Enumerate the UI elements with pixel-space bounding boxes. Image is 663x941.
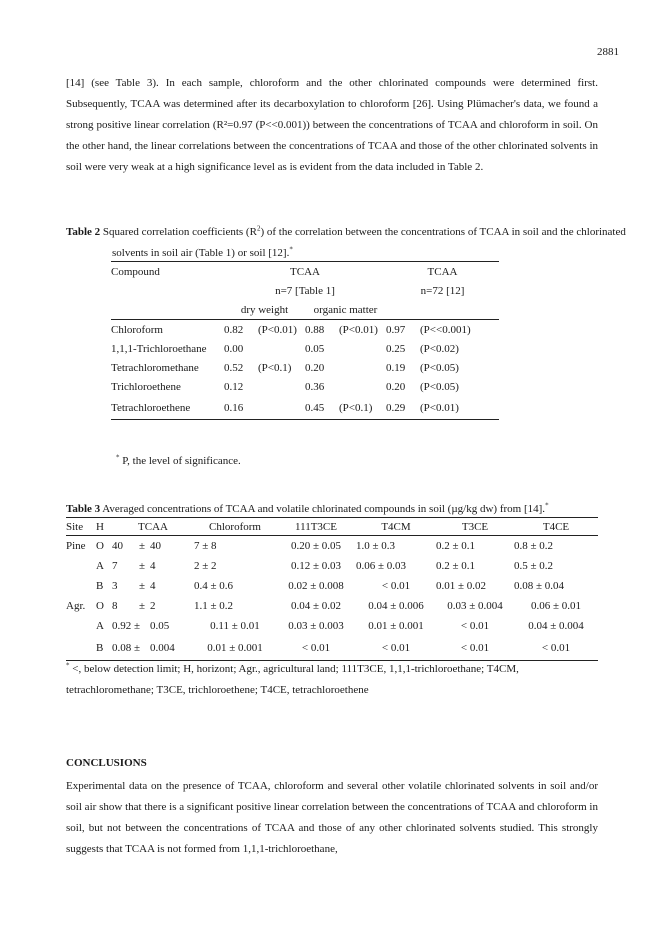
table3-111t3ce: < 0.01 — [276, 636, 356, 661]
table3-t4ce: 0.06 ± 0.01 — [530, 600, 582, 612]
table3-tcaa-value: 7 — [112, 560, 118, 572]
table2-row — [111, 396, 499, 420]
table3-t3ce: 0.2 ± 0.1 — [436, 540, 476, 552]
table3-tcaa-error: 0.004 — [150, 636, 194, 661]
table3-site — [66, 636, 96, 661]
table2-dw: 0.12 — [224, 380, 244, 393]
table3-chloroform: 1.1 ± 0.2 — [194, 600, 234, 612]
table2-dw-p — [258, 396, 305, 420]
table3-row — [66, 556, 598, 576]
table3-horizon: A — [96, 620, 104, 632]
table3-tcaa-pm: ± — [138, 540, 146, 552]
table2-sub-organic: organic matter — [313, 303, 378, 316]
table3-head-t4ce: T4CE — [514, 518, 598, 536]
table3-tcaa-value: 40 — [112, 540, 123, 552]
table3-horizon: O — [96, 540, 104, 552]
table2-compound: Chloroform — [111, 320, 224, 340]
table2-row — [111, 358, 499, 377]
table-2 — [111, 261, 499, 420]
table2-compound: 1,1,1-Trichloroethane — [111, 342, 207, 355]
table3-row — [66, 596, 598, 616]
table2-om-p: (P<0.01) — [339, 320, 386, 340]
table2-s: 0.20 — [386, 380, 406, 393]
page-number: 2881 — [597, 46, 619, 58]
table2-om: 0.36 — [305, 380, 325, 393]
table2-caption-mark: * — [289, 245, 293, 254]
table3-t4ce: 0.5 ± 0.2 — [514, 560, 554, 572]
conclusions-paragraph: Experimental data on the presence of TCAA, chloroform and several other volatile chlorinated solvents in soil and/or soil air show that there is a significant positive linear correlation between the concentrations of TCAA and chloroform in soil, but not between the concentrations of TCAA and those of any other chlorinated solvents studied. This strongly suggests that TCAA is not formed from 1,1,1-trichloroethane, — [66, 780, 598, 855]
table3-tcaa-pm: ± — [138, 560, 146, 572]
table-3 — [66, 517, 598, 661]
table3-site: Agr. — [66, 600, 86, 612]
table2-label: Table 2 — [66, 226, 101, 238]
table3-t4cm: 0.04 ± 0.006 — [368, 600, 424, 612]
table3-tcaa-pm: ± — [138, 600, 146, 612]
table3-t4cm: 0.06 ± 0.03 — [356, 560, 407, 572]
table2-head-compound: Compound — [111, 262, 224, 282]
table3-tcaa-value: 0.92 ± — [112, 620, 141, 632]
table3-111t3ce: 0.20 ± 0.05 — [290, 540, 342, 552]
table3-footnote — [66, 659, 598, 701]
table3-tcaa-value: 8 — [112, 600, 118, 612]
table3-footnote-mark: * — [66, 661, 70, 670]
table3-tcaa-error: 4 — [150, 580, 156, 592]
table3-tcaa-error: 2 — [150, 600, 156, 612]
table3-tcaa-value: 0.08 ± — [112, 636, 150, 661]
table2-s-p: (P<<0.001) — [420, 320, 499, 340]
table2-dw: 0.16 — [224, 396, 258, 420]
table3-tcaa-value: 3 — [112, 580, 118, 592]
table2-subheader-row — [111, 300, 499, 320]
table2-s-p: (P<0.05) — [420, 380, 459, 393]
table3-chloroform: 0.01 ± 0.001 — [194, 636, 276, 661]
table3-site — [66, 576, 96, 596]
table2-s: 0.97 — [386, 320, 420, 340]
intro-paragraph: [14] (see Table 3). In each sample, chloroform and the other chlorinated compounds were determined first. Subsequently, TCAA was determined after its decarboxylation to chloroform [26]. Using Plümacher's data, we found a strong positive linear correlation (R²=0.97 (P<<0.001)) between the concentrations of TCAA and chloroform in soil. On the other hand, the linear correlations between the concentrations of TCAA and those of the other chlorinated solvents in soil were very weak at a high significance level as is evident from the data included in Table 2. — [66, 77, 598, 173]
table3-t4cm: < 0.01 — [356, 636, 436, 661]
table2-head-tcaa-1: TCAA — [224, 262, 386, 282]
table3-t3ce: < 0.01 — [460, 620, 490, 632]
table3-t4ce: 0.08 ± 0.04 — [514, 580, 565, 592]
table3-horizon: O — [96, 600, 104, 612]
table3-head-111t3ce: 111T3CE — [276, 518, 356, 536]
table3-chloroform: 0.4 ± 0.6 — [194, 580, 234, 592]
table2-row — [111, 377, 499, 396]
conclusions-heading: CONCLUSIONS — [66, 757, 147, 769]
table2-s-p: (P<0.01) — [420, 396, 499, 420]
table3-horizon: A — [96, 560, 104, 572]
table2-head-tcaa-2: TCAA — [386, 262, 499, 282]
table2-dw-p — [258, 377, 305, 396]
table3-caption-text: Averaged concentrations of TCAA and volatile chlorinated compounds in soil (µg/kg dw) from [14]. — [100, 503, 546, 515]
table2-dw: 0.52 — [224, 361, 244, 374]
table2-header-row — [111, 262, 499, 282]
table2-caption-text-end: ) of the correlation between the concentrations of TCAA in soil and the chlorinated solvents in soil air (Table 1) or soil [12]. — [112, 226, 626, 259]
table2-s: 0.29 — [386, 396, 420, 420]
table2-dw-p — [258, 339, 305, 358]
table3-site — [66, 616, 96, 636]
table2-caption-text: Squared correlation coefficients (R — [100, 226, 257, 238]
table2-om: 0.45 — [305, 396, 339, 420]
table3-tcaa-error: 4 — [150, 560, 156, 572]
table3-t4ce: 0.8 ± 0.2 — [514, 540, 554, 552]
table3-111t3ce: 0.02 ± 0.008 — [288, 580, 344, 592]
table3-horizon: B — [96, 636, 112, 661]
table2-dw: 0.82 — [224, 320, 258, 340]
table2-dw-p: (P<0.1) — [258, 361, 292, 374]
table3-111t3ce: 0.12 ± 0.03 — [290, 560, 342, 572]
table2-head-n-1: n=7 [Table 1] — [275, 284, 335, 297]
table2-s-p: (P<0.02) — [420, 342, 459, 355]
table2-s: 0.19 — [386, 361, 406, 374]
table3-footnote-text: <, below detection limit; H, horizont; Agr., agricultural land; 111T3CE, 1,1,1-trichloroethane; T4CM, tetrachloromethane; T3CE, trichloroethene; T4CE, tetrachloroethene — [66, 663, 519, 696]
table3-t3ce: 0.03 ± 0.004 — [447, 600, 503, 612]
table3-label: Table 3 — [66, 503, 101, 515]
table2-caption-sup: 2 — [256, 224, 261, 233]
table2-compound: Trichloroethene — [111, 380, 181, 393]
table3-chloroform: 2 ± 2 — [194, 560, 217, 572]
table2-n-row — [111, 281, 499, 300]
table3-tcaa-error: 0.05 — [150, 620, 170, 632]
table3-t4ce: 0.04 ± 0.004 — [528, 620, 584, 632]
table2-om-p — [339, 339, 386, 358]
table3-row — [66, 536, 598, 557]
table3-tcaa-pm: ± — [138, 580, 146, 592]
table3-t3ce: < 0.01 — [436, 636, 514, 661]
table3-site: Pine — [66, 540, 86, 552]
table2-footnote-text: P, the level of significance. — [119, 455, 241, 467]
table2-compound: Tetrachloroethene — [111, 396, 224, 420]
table3-caption-mark: * — [545, 501, 549, 510]
table3-row — [66, 636, 598, 661]
table2-om-p — [339, 358, 386, 377]
table2-om-p: (P<0.1) — [339, 396, 386, 420]
table2-compound: Tetrachloromethane — [111, 361, 199, 374]
table3-row — [66, 576, 598, 596]
table2-s: 0.25 — [386, 342, 406, 355]
table2-row — [111, 320, 499, 340]
table2-sub-dry: dry weight — [240, 303, 289, 316]
table3-header-row — [66, 518, 598, 536]
table3-head-h: H — [96, 518, 112, 536]
table3-111t3ce: 0.04 ± 0.02 — [290, 600, 342, 612]
table2-dw-p: (P<0.01) — [258, 320, 305, 340]
table2-row — [111, 339, 499, 358]
table3-site — [66, 556, 96, 576]
table2-caption — [66, 222, 644, 264]
table3-tcaa-error: 40 — [150, 540, 161, 552]
table2-dw: 0.00 — [224, 342, 244, 355]
table2-footnote — [116, 452, 241, 470]
table3-t3ce: 0.01 ± 0.02 — [436, 580, 487, 592]
table3-t4cm: 1.0 ± 0.3 — [356, 540, 396, 552]
table3-head-tcaa: TCAA — [112, 518, 194, 536]
table3-head-t3ce: T3CE — [436, 518, 514, 536]
table3-chloroform: 0.11 ± 0.01 — [210, 620, 260, 632]
table3-t4cm: 0.01 ± 0.001 — [368, 620, 424, 632]
table3-chloroform: 7 ± 8 — [194, 540, 217, 552]
table3-head-chloroform: Chloroform — [194, 518, 276, 536]
table3-head-t4cm: T4CM — [356, 518, 436, 536]
table3-t4cm: < 0.01 — [381, 580, 411, 592]
table2-s-p: (P<0.05) — [420, 361, 459, 374]
table2-footnote-mark: * — [116, 453, 120, 462]
table2-om-p — [339, 377, 386, 396]
table3-t3ce: 0.2 ± 0.1 — [436, 560, 476, 572]
table2-om: 0.88 — [305, 320, 339, 340]
table2-om: 0.05 — [305, 342, 325, 355]
table2-head-n-2: n=72 [12] — [420, 284, 465, 297]
table3-111t3ce: 0.03 ± 0.003 — [288, 620, 344, 632]
table3-head-site: Site — [66, 518, 96, 536]
table3-horizon: B — [96, 580, 104, 592]
table2-om: 0.20 — [305, 361, 325, 374]
table3-row — [66, 616, 598, 636]
table3-t4ce: < 0.01 — [514, 636, 598, 661]
